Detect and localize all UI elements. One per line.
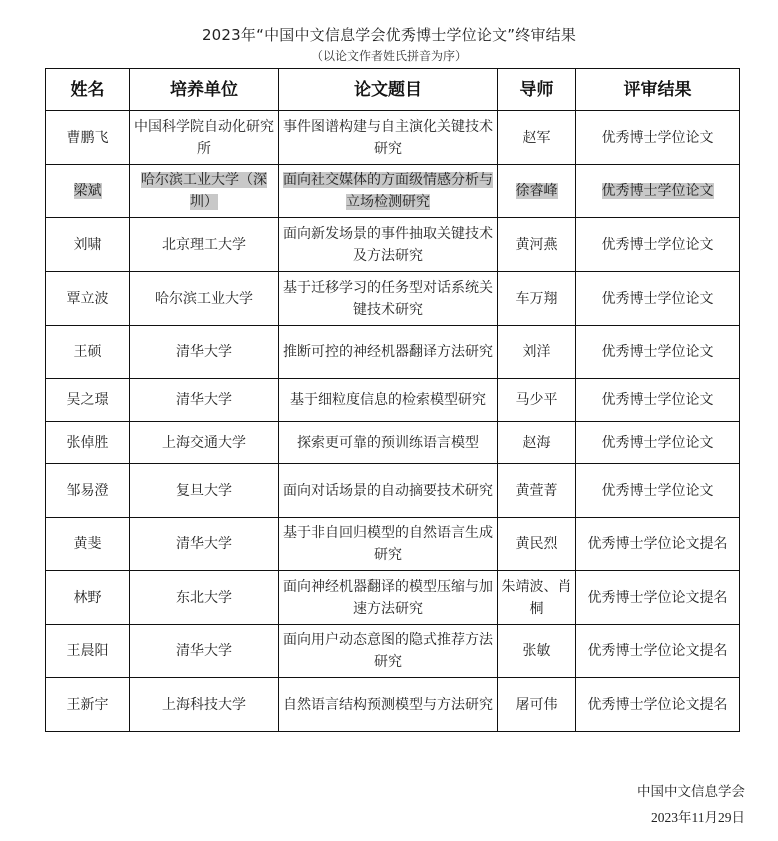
header-result: 评审结果 (576, 69, 740, 111)
review-result-cell (576, 111, 740, 165)
training-unit-text: 哈尔滨工业大学 (155, 290, 253, 307)
table-row (46, 571, 740, 625)
review-result-text: 优秀博士学位论文 (601, 392, 714, 408)
advisor-text: 车万翔 (515, 290, 558, 307)
review-result-cell (576, 464, 740, 518)
advisor-text: 马少平 (515, 392, 558, 408)
review-result-text: 优秀博士学位论文 (601, 482, 714, 499)
thesis-title-cell (279, 422, 498, 464)
advisor-cell (498, 518, 576, 571)
author-name-text: 王新宇 (66, 696, 109, 713)
table-row (46, 422, 740, 464)
advisor-cell (498, 422, 576, 464)
training-unit-cell (130, 379, 279, 422)
thesis-title-cell (279, 379, 498, 422)
training-unit-text: 复旦大学 (176, 482, 232, 499)
thesis-title-text: 基于非自回归模型的自然语言生成研究 (283, 525, 493, 563)
author-name-cell (46, 571, 130, 625)
table-row (46, 218, 740, 272)
advisor-cell (498, 272, 576, 326)
author-name-cell (46, 165, 130, 218)
author-name-cell (46, 218, 130, 272)
thesis-title-text: 面向用户动态意图的隐式推荐方法研究 (283, 632, 493, 670)
advisor-cell (498, 326, 576, 379)
thesis-title-cell (279, 678, 498, 732)
thesis-title-cell (279, 272, 498, 326)
training-unit-cell (130, 111, 279, 165)
training-unit-cell (130, 422, 279, 464)
advisor-text: 刘洋 (522, 344, 551, 360)
review-result-text: 优秀博士学位论文提名 (587, 589, 728, 606)
training-unit-cell (130, 218, 279, 272)
author-name-text: 覃立波 (66, 290, 109, 307)
review-result-cell (576, 326, 740, 379)
advisor-text: 黄民烈 (515, 536, 558, 552)
thesis-title-cell (279, 518, 498, 571)
review-result-cell (576, 218, 740, 272)
thesis-title-cell (279, 571, 498, 625)
author-name-cell (46, 464, 130, 518)
review-result-cell (576, 625, 740, 678)
advisor-cell (498, 464, 576, 518)
training-unit-text: 清华大学 (176, 643, 232, 659)
training-unit-cell (130, 571, 279, 625)
advisor-text: 朱靖波、肖桐 (501, 578, 572, 617)
header-name: 姓名 (46, 69, 130, 111)
training-unit-cell (130, 678, 279, 732)
author-name-text: 曹鹏飞 (66, 129, 109, 146)
thesis-title-text: 面向新发场景的事件抽取关键技术及方法研究 (283, 225, 493, 264)
thesis-title-cell (279, 111, 498, 165)
author-name-cell (46, 625, 130, 678)
author-name-text: 梁斌 (73, 183, 102, 199)
header-unit: 培养单位 (130, 69, 279, 111)
author-name-text: 邹易澄 (66, 482, 109, 499)
author-name-text: 王硕 (73, 344, 102, 360)
footer-date: 2023年11月29日 (651, 810, 745, 825)
advisor-cell (498, 218, 576, 272)
advisor-cell (498, 625, 576, 678)
thesis-title-text: 面向社交媒体的方面级情感分析与立场检测研究 (283, 172, 493, 210)
advisor-text: 赵军 (522, 129, 551, 146)
advisor-cell (498, 165, 576, 218)
advisor-text: 屠可伟 (515, 696, 558, 713)
review-result-text: 优秀博士学位论文提名 (587, 536, 728, 552)
footer-organization: 中国中文信息学会 (637, 784, 745, 800)
table-row (46, 678, 740, 732)
author-name-cell (46, 422, 130, 464)
review-result-cell (576, 272, 740, 326)
training-unit-text: 哈尔滨工业大学（深圳） (141, 172, 267, 210)
author-name-cell (46, 111, 130, 165)
table-row (46, 111, 740, 165)
thesis-title-text: 基于细粒度信息的检索模型研究 (290, 392, 486, 408)
training-unit-text: 北京理工大学 (162, 236, 246, 253)
review-result-text: 优秀博士学位论文 (601, 183, 714, 199)
review-result-text: 优秀博士学位论文 (601, 344, 714, 360)
thesis-title-cell (279, 165, 498, 218)
header-title: 论文题目 (279, 69, 498, 111)
review-result-cell (576, 678, 740, 732)
table-row (46, 165, 740, 218)
advisor-cell (498, 111, 576, 165)
review-result-cell (576, 571, 740, 625)
table-row (46, 326, 740, 379)
review-result-text: 优秀博士学位论文 (601, 129, 714, 146)
advisor-cell (498, 571, 576, 625)
review-result-text: 优秀博士学位论文 (601, 236, 714, 253)
advisor-cell (498, 379, 576, 422)
author-name-text: 张倬胜 (66, 434, 109, 451)
author-name-cell (46, 518, 130, 571)
training-unit-cell (130, 326, 279, 379)
table-row (46, 379, 740, 422)
training-unit-text: 清华大学 (176, 344, 232, 360)
author-name-cell (46, 326, 130, 379)
review-result-text: 优秀博士学位论文 (601, 434, 714, 451)
training-unit-cell (130, 165, 279, 218)
training-unit-text: 上海交通大学 (162, 434, 246, 451)
results-table (45, 68, 740, 732)
author-name-cell (46, 678, 130, 732)
training-unit-text: 东北大学 (176, 589, 232, 606)
review-result-text: 优秀博士学位论文 (601, 290, 714, 307)
thesis-title-text: 面向神经机器翻译的模型压缩与加速方法研究 (283, 578, 493, 617)
thesis-title-text: 面向对话场景的自动摘要技术研究 (283, 482, 493, 499)
training-unit-text: 清华大学 (176, 392, 232, 408)
table-row (46, 518, 740, 571)
advisor-text: 赵海 (522, 434, 551, 451)
training-unit-cell (130, 625, 279, 678)
thesis-title-cell (279, 464, 498, 518)
thesis-title-text: 基于迁移学习的任务型对话系统关键技术研究 (283, 279, 493, 318)
thesis-title-cell (279, 326, 498, 379)
table-row (46, 625, 740, 678)
advisor-text: 黄河燕 (515, 236, 558, 253)
header-advisor: 导师 (498, 69, 576, 111)
training-unit-text: 清华大学 (176, 536, 232, 552)
training-unit-cell (130, 464, 279, 518)
author-name-cell (46, 272, 130, 326)
document-title: 2023年“中国中文信息学会优秀博士学位论文”终审结果 (201, 26, 577, 44)
thesis-title-text: 推断可控的神经机器翻译方法研究 (283, 344, 493, 360)
author-name-text: 林野 (73, 589, 102, 606)
table-row (46, 272, 740, 326)
review-result-cell (576, 518, 740, 571)
training-unit-cell (130, 518, 279, 571)
advisor-text: 徐睿峰 (515, 183, 558, 199)
training-unit-text: 上海科技大学 (162, 696, 246, 713)
review-result-cell (576, 379, 740, 422)
author-name-cell (46, 379, 130, 422)
review-result-cell (576, 165, 740, 218)
author-name-text: 刘啸 (73, 236, 102, 253)
review-result-cell (576, 422, 740, 464)
thesis-title-text: 自然语言结构预测模型与方法研究 (283, 696, 493, 713)
table-row (46, 464, 740, 518)
thesis-title-cell (279, 218, 498, 272)
thesis-title-text: 探索更可靠的预训练语言模型 (297, 434, 479, 451)
thesis-title-cell (279, 625, 498, 678)
thesis-title-text: 事件图谱构建与自主演化关键技术研究 (283, 118, 493, 157)
advisor-text: 张敏 (522, 643, 551, 659)
author-name-text: 黄斐 (73, 536, 102, 552)
review-result-text: 优秀博士学位论文提名 (587, 643, 728, 659)
table-body (46, 111, 740, 732)
table-header-row (46, 69, 740, 111)
review-result-text: 优秀博士学位论文提名 (587, 696, 728, 713)
author-name-text: 王晨阳 (66, 643, 109, 659)
document-subtitle: （以论文作者姓氏拼音为序） (310, 49, 467, 63)
advisor-text: 黄萱菁 (515, 482, 558, 499)
training-unit-text: 中国科学院自动化研究所 (134, 118, 274, 157)
training-unit-cell (130, 272, 279, 326)
author-name-text: 吴之璟 (66, 392, 109, 408)
advisor-cell (498, 678, 576, 732)
